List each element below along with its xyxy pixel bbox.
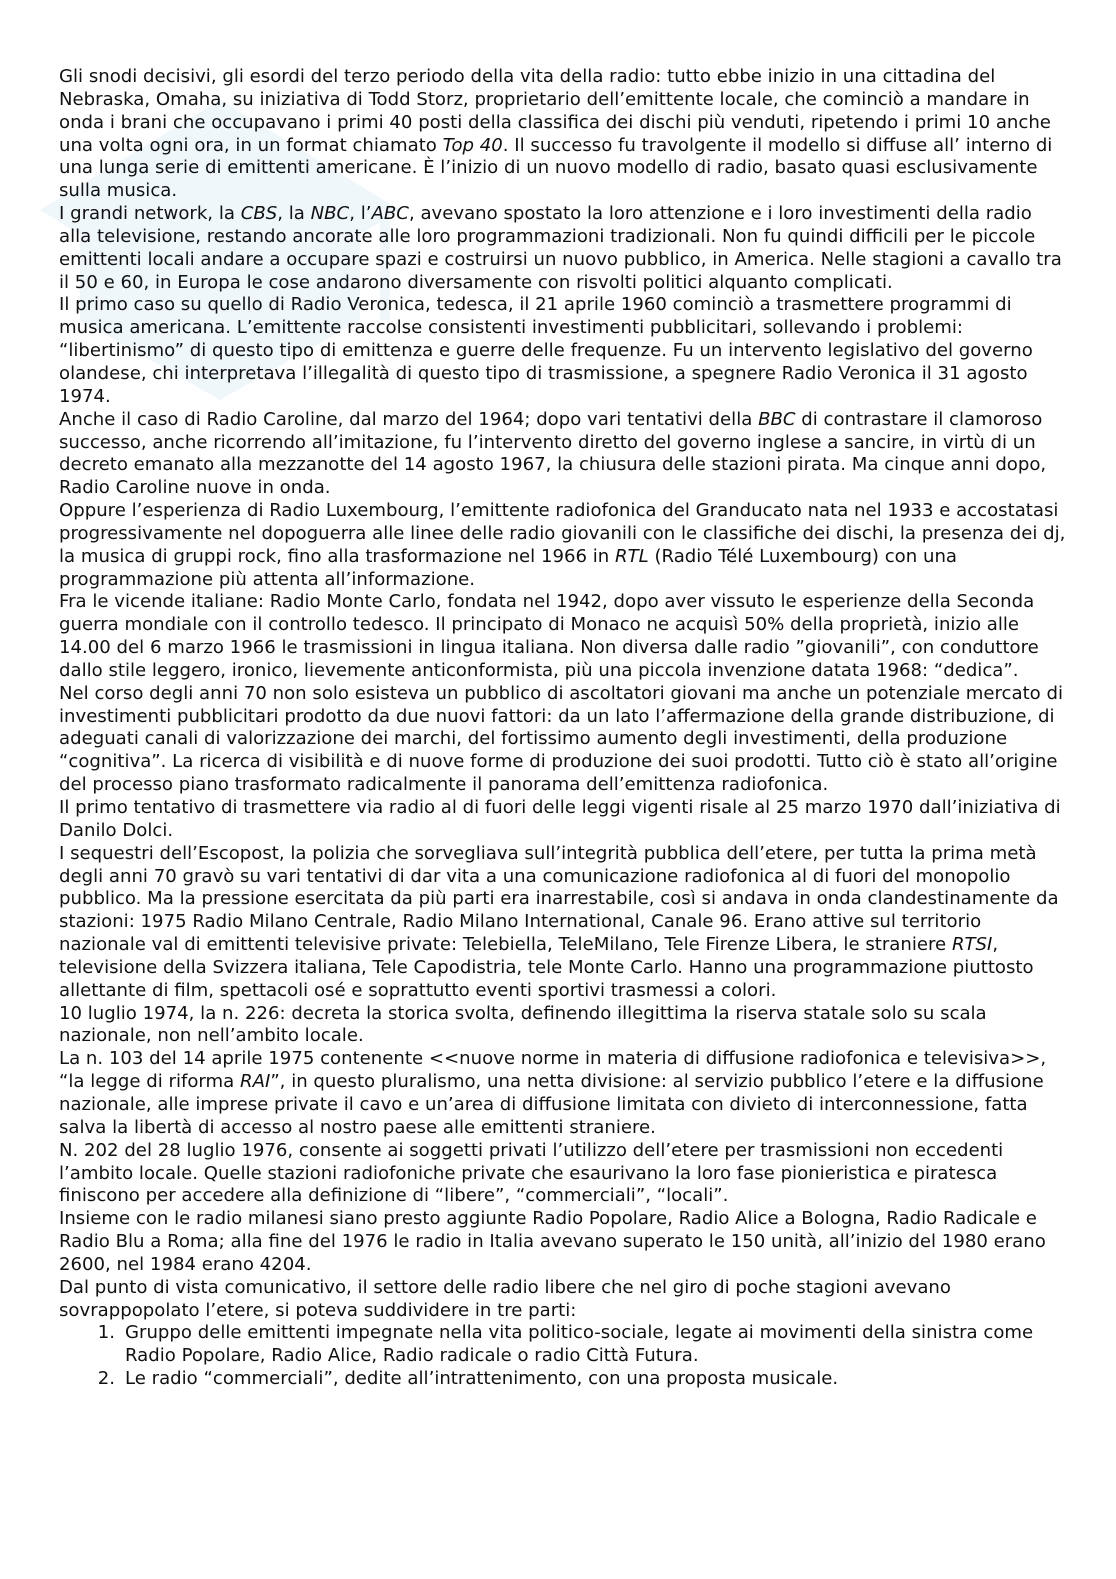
italic-term: Top 40 xyxy=(442,134,503,156)
paragraph-text: , l’ xyxy=(349,203,372,225)
paragraph xyxy=(59,683,1069,797)
list-item xyxy=(91,1322,1069,1368)
paragraph-text: Fra le vicende italiane: Radio Monte Carlo, fondata nel 1942, dopo aver vissuto le esperienze della Seconda guerra mondiale con il controllo tedesco. Il principato di Monaco ne acquisì 50% della proprietà, inizio alle 14.00 del 6 marzo 1966 le trasmissioni in lingua italiana. Non diversa dalle radio ”giovanili”, con conduttore dallo stile leggero, ironico, lievemente anticonformista, più una piccola invenzione datata 1968: “dedica”. xyxy=(59,591,1039,681)
paragraph-text: Il primo tentativo di trasmettere via radio al di fuori delle leggi vigenti risale al 25 marzo 1970 dall’iniziativa di Danilo Dolci. xyxy=(59,797,1061,841)
paragraph xyxy=(59,500,1069,591)
paragraph-text: 10 luglio 1974, la n. 226: decreta la storica svolta, definendo illegittima la riserva statale solo su scala nazionale, non nell’ambito locale. xyxy=(59,1002,987,1047)
numbered-list xyxy=(59,1322,1069,1391)
paragraph xyxy=(59,843,1069,1003)
paragraph-text: Il primo caso su quello di Radio Veronica, tedesca, il 21 aprile 1960 cominciò a trasmettere programmi di musica americana. L’emittente raccolse consistenti investimenti pubblicitari, sollevando i problemi: “libertinismo” di questo tipo di emittenza e guerre delle frequenze. Fu un intervento legislativo del governo olandese, chi interpretava l’illegalità di questo tipo di trasmissione, a spegnere Radio Veronica il 31 agosto 1974. xyxy=(59,294,1033,407)
paragraph-text: , televisione della Svizzera italiana, Tele Capodistria, tele Monte Carlo. Hanno una programmazione piuttosto allettante di film, spettacoli osé e soprattutto eventi sportivi trasmessi a colori. xyxy=(59,934,1034,1001)
italic-term: ABC xyxy=(371,203,409,225)
paragraph-text: Dal punto di vista comunicativo, il settore delle radio libere che nel giro di poche stagioni avevano sovrappopolato l’etere, si poteva suddividere in tre parti: xyxy=(59,1276,951,1321)
paragraph-text: . Il successo fu travolgente il modello si diffuse all’ interno di una lunga serie di emittenti americane. È l’inizio di un nuovo modello di radio, basato quasi esclusivamente sulla musica. xyxy=(59,134,1053,202)
document-body xyxy=(59,66,1069,1322)
paragraph xyxy=(59,1003,1069,1049)
paragraph xyxy=(59,66,1069,203)
italic-term: BBC xyxy=(758,408,796,430)
italic-term: CBS xyxy=(240,203,278,225)
italic-term: RAI xyxy=(240,1071,271,1093)
paragraph-text: Oppure l’esperienza di Radio Luxembourg, l’emittente radiofonica del Granducato nata nel 1933 e accostatasi progressivamente nel dopoguerra alle linee delle radio giovanili con le classifiche dei dischi, la presenza dei dj, la musica di gruppi rock, fino alla trasformazione nel 1966 in xyxy=(59,500,1066,567)
paragraph-text: I grandi network, la xyxy=(59,203,241,225)
paragraph-text: I sequestri dell’Escopost, la polizia che sorvegliava sull’integrità pubblica dell’etere, per tutta la prima metà degli anni 70 gravò su vari tentativi di dar vita a una comunicazione radiofonica al di fuori del monopolio pubblico. Ma la pressione esercitata da più parti era inarrestabile, così si andava in onda clandestinamente da stazioni: 1975 Radio Milano Centrale, Radio Milano International, Canale 96. Erano attive sul territorio nazionale val di emittenti televisive private: Telebiella, TeleMilano, Tele Firenze Libera, le straniere xyxy=(59,842,1059,956)
paragraph xyxy=(59,797,1069,843)
paragraph-text: , la xyxy=(277,203,311,225)
italic-term: RTSI xyxy=(951,934,993,956)
list-item xyxy=(91,1368,1069,1391)
paragraph-text: Gli snodi decisivi, gli esordi del terzo periodo della vita della radio: tutto ebbe inizio in una cittadina del Nebraska, Omaha, su iniziativa di Todd Storz, proprietario dell’emittente locale, che cominciò a mandare in onda i brani che occupavano i primi 40 posti della classifica dei dischi più venduti, ripetendo i primi 10 anche una volta ogni ora, in un format chiamato xyxy=(59,66,1051,156)
italic-term: RTL xyxy=(615,545,649,567)
paragraph-text: ”, in questo pluralismo, una netta divisione: al servizio pubblico l’etere e la diffusione nazionale, alle imprese private il cavo e un’area di diffusione limitata con divieto di interconnessione, fatta salva la libertà di accesso al nostro paese alle emittenti straniere. xyxy=(59,1071,1044,1138)
paragraph-text: Nel corso degli anni 70 non solo esisteva un pubblico di ascoltatori giovani ma anche un potenziale mercato di investimenti pubblicitari prodotto da due nuovi fattori: da un lato l’affermazione della grande distribuzione, di adeguati canali di valorizzazione dei marchi, del fortissimo aumento degli investimenti, della produzione “cognitiva”. La ricerca di visibilità e di nuove forme di produzione dei suoi prodotti. Tutto ciò è stato all’origine del processo piano trasformato radicalmente il panorama dell’emittenza radiofonica. xyxy=(59,682,1064,796)
paragraph xyxy=(59,1208,1069,1277)
paragraph-text: , avevano spostato la loro attenzione e i loro investimenti della radio alla televisione, restando ancorate alle loro programmazioni tradizionali. Non fu quindi difficili per le piccole emittenti locali andare a occupare spazi e costruirsi un nuovo pubblico, in America. Nelle stagioni a cavallo tra il 50 e 60, in Europa le cose andarono diversamente con risvolti politici alquanto complicati. xyxy=(59,203,1062,293)
list-item-number: 1. xyxy=(97,1322,115,1344)
paragraph-text: Anche il caso di Radio Caroline, dal marzo del 1964; dopo vari tentativi della xyxy=(59,408,759,430)
paragraph-text: di contrastare il clamoroso successo, anche ricorrendo all’imitazione, fu l’intervento diretto del governo inglese a sancire, in virtù di un decreto emanato alla mezzanotte del 14 agosto 1967, la chiusura delle stazioni pirata. Ma cinque anni dopo, Radio Caroline nuove in onda. xyxy=(59,408,1047,499)
paragraph xyxy=(59,591,1069,682)
paragraph xyxy=(59,1140,1069,1209)
document-page xyxy=(59,66,1069,1391)
paragraph xyxy=(59,203,1069,294)
paragraph-text: (Radio Télé Luxembourg) con una programmazione più attenta all’informazione. xyxy=(59,545,957,590)
italic-term: NBC xyxy=(310,203,350,225)
paragraph xyxy=(59,409,1069,500)
paragraph-text: Insieme con le radio milanesi siano presto aggiunte Radio Popolare, Radio Alice a Bologna, Radio Radicale e Radio Blu a Roma; alla fine del 1976 le radio in Italia avevano superato le 150 unità, all’inizio del 1980 erano 2600, nel 1984 erano 4204. xyxy=(59,1208,1046,1275)
paragraph-text: La n. 103 del 14 aprile 1975 contenente <<nuove norme in materia di diffusione radiofonica e televisiva>>, “la legge di riforma xyxy=(59,1048,1047,1093)
paragraph xyxy=(59,1277,1069,1323)
paragraph xyxy=(59,294,1069,408)
paragraph-text: N. 202 del 28 luglio 1976, consente ai soggetti privati l’utilizzo dell’etere per trasmissioni non eccedenti l’ambito locale. Quelle stazioni radiofoniche private che esaurivano la loro fase pionieristica e piratesca finiscono per accedere alla definizione di “libere”, “commerciali”, “locali”. xyxy=(59,1139,1004,1207)
list-item-number: 2. xyxy=(97,1368,115,1390)
list-item-text: Le radio “commerciali”, dedite all’intrattenimento, con una proposta musicale. xyxy=(125,1368,839,1390)
paragraph xyxy=(59,1048,1069,1139)
list-item-text: Gruppo delle emittenti impegnate nella vita politico-sociale, legate ai movimenti della sinistra come Radio Popolare, Radio Alice, Radio radicale o radio Città Futura. xyxy=(125,1322,1034,1367)
